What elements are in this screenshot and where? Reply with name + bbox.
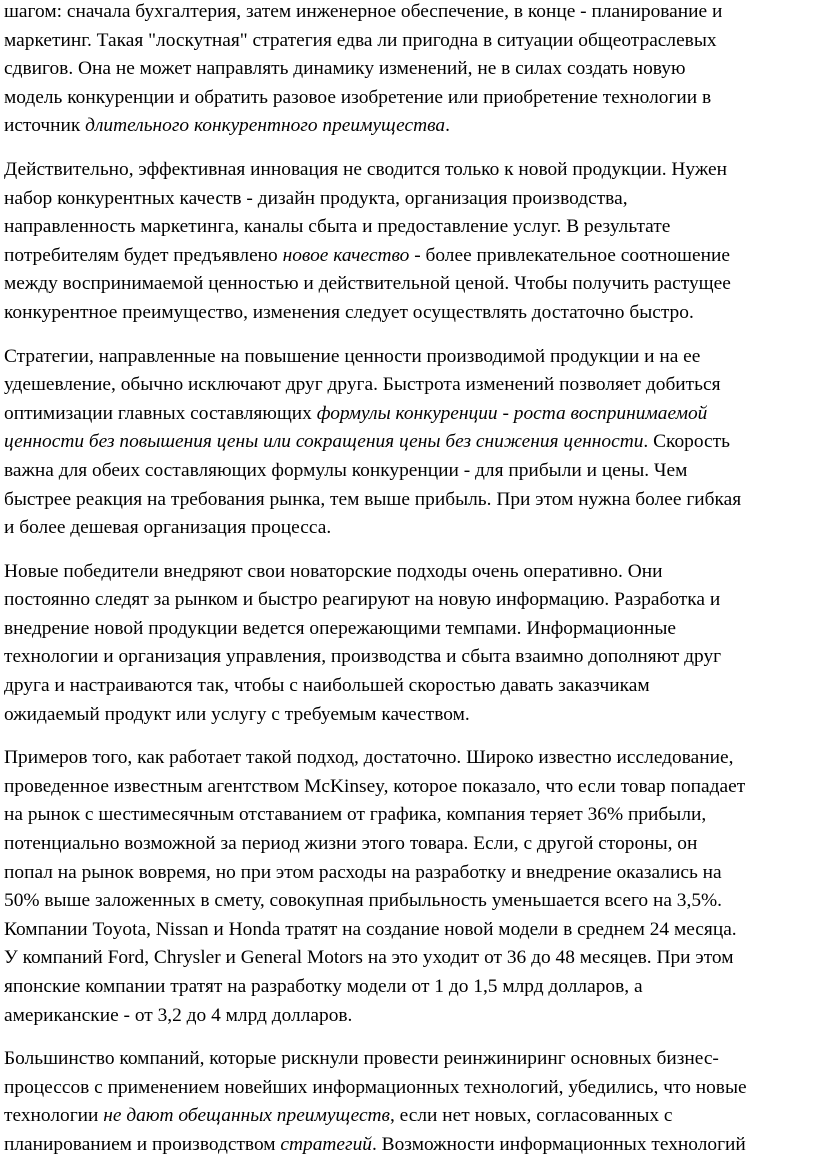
paragraph — [4, 156, 816, 328]
text-line — [4, 859, 816, 888]
text-line — [4, 156, 816, 185]
paragraph — [4, 744, 816, 1030]
text-line — [4, 242, 816, 271]
text-run: , если нет новых, согласованных с — [389, 1105, 673, 1127]
text-run: на рынок с шестимесячным отставанием от графика, компания теряет 36% прибыли, — [4, 804, 707, 826]
italic-text: ценности без повышения цены или сокращения цены без снижения ценности — [4, 431, 644, 453]
text-run: удешевление, обычно исключают друг друга. Быстрота изменений позволяет добиться — [4, 374, 721, 396]
text-line — [4, 1002, 816, 1031]
text-run: потребителям будет предъявлено — [4, 244, 283, 266]
text-line — [4, 973, 816, 1002]
text-run: ожидаемый продукт или услугу с требуемым качеством. — [4, 703, 470, 725]
text-line — [4, 1074, 816, 1103]
text-run: . Скорость — [643, 431, 730, 453]
text-run: конкурентное преимущество, изменения следует осуществлять достаточно быстро. — [4, 301, 694, 323]
text-line — [4, 586, 816, 615]
italic-text: новое качество — [282, 244, 410, 266]
italic-text: не дают обещанных преимуществ — [103, 1105, 390, 1127]
text-run: набор конкурентных качеств - дизайн продукта, организация производства, — [4, 187, 628, 209]
text-run: технологии — [4, 1105, 104, 1127]
text-run: маркетинг. Такая "лоскутная" стратегия едва ли пригодна в ситуации общеотраслевых — [4, 29, 717, 51]
text-line — [4, 744, 816, 773]
document-page — [4, 0, 816, 1175]
text-run: Стратегии, направленные на повышение ценности производимой продукции и на ее — [4, 345, 701, 367]
text-line — [4, 558, 816, 587]
text-run: потенциально возможной за период жизни этого товара. Если, с другой стороны, он — [4, 833, 698, 855]
text-run: . Возможности информационных технологий — [371, 1133, 746, 1155]
text-line — [4, 400, 816, 429]
text-run: процессов с применением новейших информационных технологий, убедились, что новые — [4, 1076, 747, 1098]
text-run: сдвигов. Она не может направлять динамику изменений, не в силах создать новую — [4, 58, 686, 80]
text-line — [4, 213, 816, 242]
text-line — [4, 299, 816, 328]
text-line — [4, 615, 816, 644]
text-line — [4, 514, 816, 543]
text-run: проведенное известным агентством McKinsey, которое показало, что если товар попадает — [4, 775, 746, 797]
text-run: важна для обеих составляющих формулы конкуренции - для прибыли и цены. Чем — [4, 459, 688, 481]
paragraph — [4, 1045, 816, 1159]
text-line — [4, 1102, 816, 1131]
text-line — [4, 672, 816, 701]
text-line — [4, 112, 816, 141]
text-line — [4, 916, 816, 945]
paragraph — [4, 0, 816, 141]
italic-text: длительного конкурентного преимущества — [85, 115, 446, 137]
italic-text: формулы конкуренции - роста воспринимаемой — [316, 402, 708, 424]
text-line — [4, 428, 816, 457]
paragraph — [4, 558, 816, 730]
text-run: и более дешевая организация процесса. — [4, 517, 332, 539]
text-line — [4, 0, 816, 27]
text-run: У компаний Ford, Chrysler и General Motors на это уходит от 36 до 48 месяцев. При этом — [4, 947, 734, 969]
text-run: Примеров того, как работает такой подход, достаточно. Широко известно исследование, — [4, 747, 734, 769]
paragraph — [4, 343, 816, 543]
text-run: оптимизации главных составляющих — [4, 402, 317, 424]
text-line — [4, 944, 816, 973]
text-line — [4, 457, 816, 486]
italic-text: стратегий — [280, 1133, 372, 1155]
text-run: 50% выше заложенных в смету, совокупная прибыльность уменьшается всего на 3,5%. — [4, 890, 723, 912]
text-run: попал на рынок вовремя, но при этом расходы на разработку и внедрение оказались на — [4, 861, 722, 883]
text-line — [4, 84, 816, 113]
text-line — [4, 701, 816, 730]
text-line — [4, 55, 816, 84]
text-line — [4, 185, 816, 214]
text-run: . — [445, 115, 450, 137]
text-run: между воспринимаемой ценностью и действительной ценой. Чтобы получить растущее — [4, 273, 731, 295]
text-run: быстрее реакция на требования рынка, тем выше прибыль. При этом нужна более гибкая — [4, 488, 742, 510]
text-line — [4, 887, 816, 916]
text-run: американские - от 3,2 до 4 млрд долларов. — [4, 1004, 353, 1026]
text-line — [4, 343, 816, 372]
text-run: шагом: сначала бухгалтерия, затем инженерное обеспечение, в конце - планирование и — [4, 1, 723, 22]
text-line — [4, 830, 816, 859]
text-run: внедрение новой продукции ведется опережающими темпами. Информационные — [4, 617, 676, 639]
text-run: Компании Toyota, Nissan и Honda тратят на создание новой модели в среднем 24 месяца. — [4, 918, 737, 940]
text-run: Действительно, эффективная инновация не сводится только к новой продукции. Нужен — [4, 158, 727, 180]
text-line — [4, 27, 816, 56]
text-run: источник — [4, 115, 86, 137]
text-run: планированием и производством — [4, 1133, 281, 1155]
text-line — [4, 1045, 816, 1074]
text-line — [4, 643, 816, 672]
text-line — [4, 270, 816, 299]
text-line — [4, 486, 816, 515]
text-run: направленность маркетинга, каналы сбыта и предоставление услуг. В результате — [4, 216, 671, 238]
text-run: японские компании тратят на разработку модели от 1 до 1,5 млрд долларов, а — [4, 976, 643, 997]
text-run: технологии и организация управления, производства и сбыта взаимно дополняют друг — [4, 646, 722, 668]
text-line — [4, 801, 816, 830]
text-run: Большинство компаний, которые рискнули провести реинжиниринг основных бизнес- — [4, 1048, 719, 1070]
text-run: постоянно следят за рынком и быстро реагируют на новую информацию. Разработка и — [4, 589, 721, 611]
text-line — [4, 773, 816, 802]
text-line — [4, 371, 816, 400]
text-run: Новые победители внедряют свои новаторские подходы очень оперативно. Они — [4, 560, 663, 582]
text-run: - более привлекательное соотношение — [409, 244, 730, 266]
text-line — [4, 1131, 816, 1160]
text-run: модель конкуренции и обратить разовое изобретение или приобретение технологии в — [4, 86, 712, 108]
text-run: друга и настраиваются так, чтобы с наибольшей скоростью давать заказчикам — [4, 675, 650, 697]
